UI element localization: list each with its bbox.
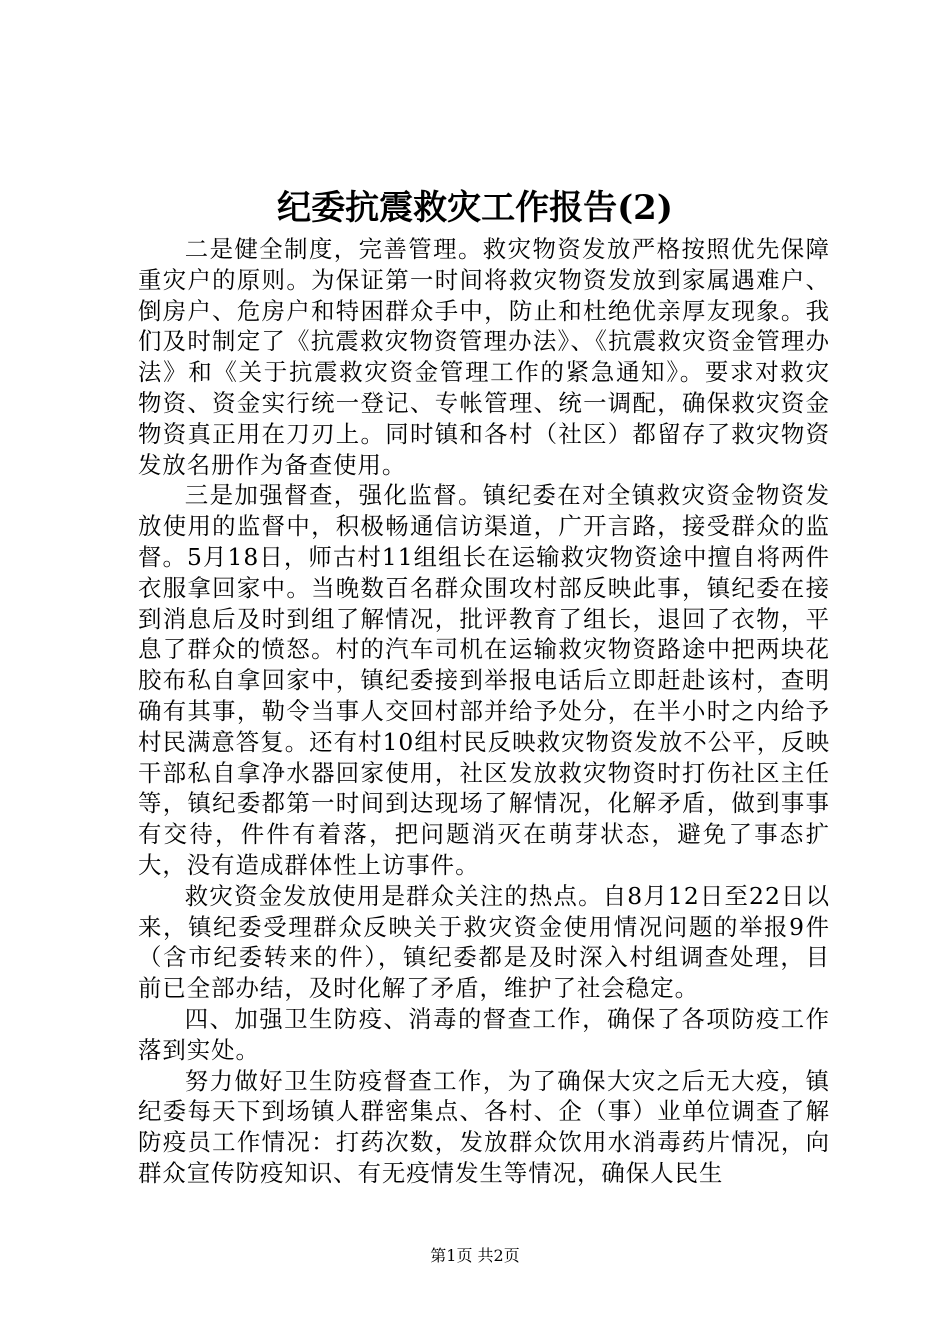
paragraph-relief-funds: 救灾资金发放使用是群众关注的热点。自8月12日至22日以来，镇纪委受理群众反映关于救灾资金使用情况问题的举报9件（含市纪委转来的件），镇纪委都是及时深入村组调查处理，目前已全部办结，及时化解了矛盾，维护了社会稳定。 (138, 881, 830, 1003)
document-body (138, 234, 830, 1189)
paragraph-epidemic-work: 努力做好卫生防疫督查工作，为了确保大灾之后无大疫，镇纪委每天下到场镇人群密集点、各村、企（事）业单位调查了解防疫员工作情况：打药次数，发放群众饮用水消毒药片情况，向群众宣传防疫知识、有无疫情发生等情况，确保人民生 (138, 1066, 830, 1187)
paragraph-epidemic-heading: 四、加强卫生防疫、消毒的督查工作，确保了各项防疫工作落到实处。 (138, 1004, 830, 1064)
document-title: 纪委抗震救灾工作报告(2) (277, 188, 673, 228)
page-footer: 第1页 共2页 (430, 1246, 520, 1265)
paragraph-institution-management: 二是健全制度，完善管理。救灾物资发放严格按照优先保障重灾户的原则。为保证第一时间将救灾物资发放到家属遇难户、倒房户、危房户和特困群众手中，防止和杜绝优亲厚友现象。我们及时制定了《抗震救灾物资管理办法》、《抗震救灾资金管理办法》和《关于抗震救灾资金管理工作的紧急通知》。要求对救灾物资、资金实行统一登记、专帐管理、统一调配，确保救灾资金物资真正用在刀刃上。同时镇和各村（社区）都留存了救灾物资发放名册作为备查使用。 (138, 235, 830, 479)
paragraph-supervision: 三是加强督查，强化监督。镇纪委在对全镇救灾资金物资发放使用的监督中，积极畅通信访渠道，广开言路，接受群众的监督。5月18日，师古村11组组长在运输救灾物资途中擅自将两件衣服拿回家中。当晚数百名群众围攻村部反映此事，镇纪委在接到消息后及时到组了解情况，批评教育了组长，退回了衣物，平息了群众的愤怒。村的汽车司机在运输救灾物资路途中把两块花胶布私自拿回家中，镇纪委接到举报电话后立即赶赴该村，查明确有其事，勒令当事人交回村部并给予处分，在半小时之内给予村民满意答复。还有村10组村民反映救灾物资发放不公平，反映干部私自拿净水器回家使用，社区发放救灾物资时打伤社区主任等，镇纪委都第一时间到达现场了解情况，化解矛盾，做到事事有交待，件件有着落，把问题消灭在萌芽状态，避免了事态扩大，没有造成群体性上访事件。 (138, 481, 830, 879)
